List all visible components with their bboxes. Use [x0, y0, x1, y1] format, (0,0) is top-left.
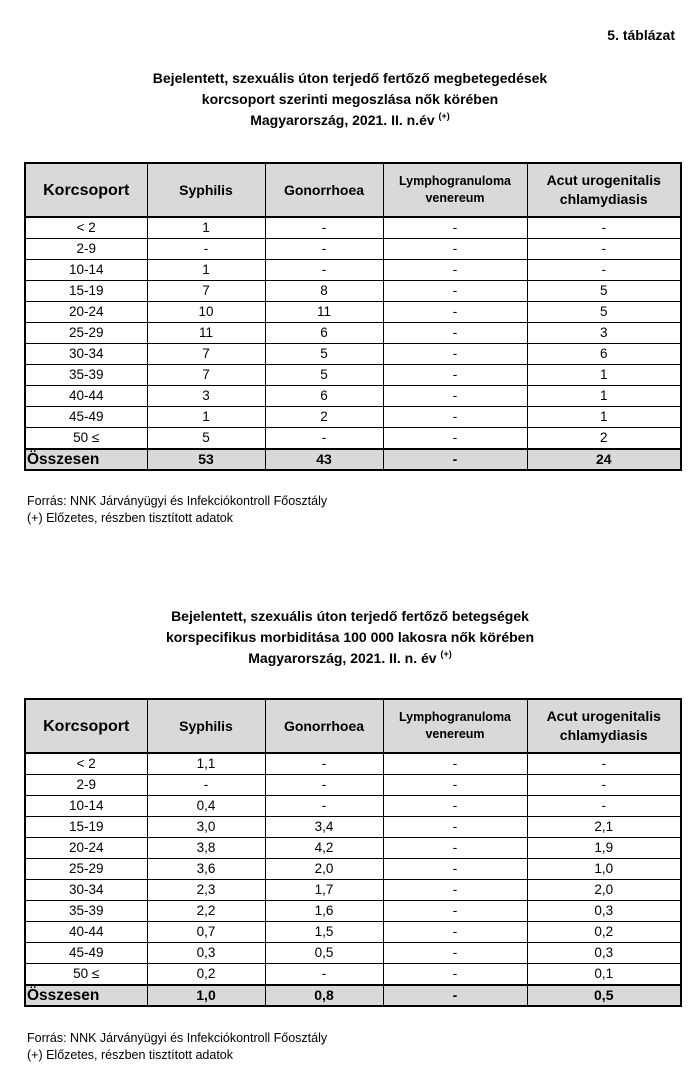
table-row — [25, 281, 681, 302]
table1-total-gonorrhoea: 43 — [265, 449, 383, 470]
cell-lymphogranuloma: - — [383, 386, 527, 407]
cell-syphilis: 0,4 — [147, 796, 265, 817]
table1-notes — [27, 493, 327, 527]
cell-lymphogranuloma: - — [383, 964, 527, 986]
table-row — [25, 323, 681, 344]
table-row — [25, 838, 681, 859]
cell-syphilis: 1 — [147, 407, 265, 428]
cell-korcsoport: 45-49 — [25, 407, 147, 428]
table2-header-row — [25, 699, 681, 753]
table1-title-line-1: Bejelentett, szexuális úton terjedő fertőző megbetegedések — [152, 70, 548, 86]
table1-total-lymphogranuloma: - — [383, 449, 527, 470]
table1-title — [0, 68, 700, 131]
cell-gonorrhoea: 5 — [265, 344, 383, 365]
cell-korcsoport: 25-29 — [25, 859, 147, 880]
cell-syphilis: 7 — [147, 344, 265, 365]
cell-lymphogranuloma: - — [383, 344, 527, 365]
cell-korcsoport: 10-14 — [25, 260, 147, 281]
cell-chlamydiasis: - — [527, 753, 681, 775]
table2-title — [0, 606, 700, 669]
cell-syphilis: - — [147, 775, 265, 796]
cell-lymphogranuloma: - — [383, 817, 527, 838]
cell-gonorrhoea: 6 — [265, 386, 383, 407]
table2-header-chlamydiasis: Acut urogenitalis chlamydiasis — [527, 699, 681, 753]
cell-lymphogranuloma: - — [383, 302, 527, 323]
cell-lymphogranuloma: - — [383, 281, 527, 302]
cell-gonorrhoea: 1,7 — [265, 880, 383, 901]
cell-gonorrhoea: 1,5 — [265, 922, 383, 943]
table2-notes — [27, 1030, 327, 1064]
table-row — [25, 239, 681, 260]
table2-header-korcsoport: Korcsoport — [25, 699, 147, 753]
cell-korcsoport: 30-34 — [25, 880, 147, 901]
cell-gonorrhoea: 2,0 — [265, 859, 383, 880]
table-row — [25, 302, 681, 323]
table1-header-syphilis: Syphilis — [147, 163, 265, 217]
cell-gonorrhoea: 3,4 — [265, 817, 383, 838]
table-row — [25, 964, 681, 986]
cell-korcsoport: < 2 — [25, 217, 147, 239]
table-number: 5. táblázat — [607, 27, 675, 43]
cell-lymphogranuloma: - — [383, 217, 527, 239]
cell-gonorrhoea: 1,6 — [265, 901, 383, 922]
table-row — [25, 753, 681, 775]
cell-syphilis: 10 — [147, 302, 265, 323]
cell-syphilis: 5 — [147, 428, 265, 450]
cell-lymphogranuloma: - — [383, 260, 527, 281]
cell-syphilis: 7 — [147, 281, 265, 302]
table1-header-gonorrhoea: Gonorrhoea — [265, 163, 383, 217]
table-row — [25, 428, 681, 450]
table1-title-line-3: Magyarország, 2021. II. n.év (+) — [250, 111, 450, 128]
cell-chlamydiasis: - — [527, 775, 681, 796]
cell-lymphogranuloma: - — [383, 922, 527, 943]
table1-header-korcsoport: Korcsoport — [25, 163, 147, 217]
cell-gonorrhoea: - — [265, 775, 383, 796]
cell-lymphogranuloma: - — [383, 775, 527, 796]
cell-gonorrhoea: 6 — [265, 323, 383, 344]
table2-total-label: Összesen — [25, 985, 147, 1006]
cell-chlamydiasis: 0,3 — [527, 901, 681, 922]
cell-korcsoport: 2-9 — [25, 775, 147, 796]
table2-total-syphilis: 1,0 — [147, 985, 265, 1006]
cell-korcsoport: 15-19 — [25, 817, 147, 838]
cell-lymphogranuloma: - — [383, 901, 527, 922]
cell-syphilis: 7 — [147, 365, 265, 386]
cell-lymphogranuloma: - — [383, 365, 527, 386]
cell-korcsoport: 2-9 — [25, 239, 147, 260]
cell-chlamydiasis: 5 — [527, 302, 681, 323]
cell-korcsoport: 20-24 — [25, 302, 147, 323]
table1-source: Forrás: NNK Járványügyi és Infekciókontroll Főosztály — [27, 494, 328, 508]
table-row — [25, 817, 681, 838]
cell-syphilis: 1,1 — [147, 753, 265, 775]
cell-chlamydiasis: 5 — [527, 281, 681, 302]
table1-total-syphilis: 53 — [147, 449, 265, 470]
cell-gonorrhoea: 2 — [265, 407, 383, 428]
table-row — [25, 796, 681, 817]
table2-header-syphilis: Syphilis — [147, 699, 265, 753]
table-row — [25, 943, 681, 964]
table2-title-line-2: korspecifikus morbiditása 100 000 lakosra nők körében — [165, 629, 535, 645]
cell-korcsoport: 30-34 — [25, 344, 147, 365]
cell-lymphogranuloma: - — [383, 796, 527, 817]
cell-lymphogranuloma: - — [383, 859, 527, 880]
cell-gonorrhoea: - — [265, 217, 383, 239]
table-row — [25, 775, 681, 796]
table-row — [25, 217, 681, 239]
table1-title-line-2: korcsoport szerinti megoszlása nők körében — [201, 91, 499, 107]
table1-title-marker: (+) — [438, 111, 450, 121]
cell-chlamydiasis: 3 — [527, 323, 681, 344]
cell-gonorrhoea: 5 — [265, 365, 383, 386]
cell-chlamydiasis: 6 — [527, 344, 681, 365]
table2-source: Forrás: NNK Járványügyi és Infekciókontroll Főosztály — [27, 1031, 328, 1045]
table-row — [25, 344, 681, 365]
table1-header-row — [25, 163, 681, 217]
cell-korcsoport: 35-39 — [25, 901, 147, 922]
cell-syphilis: 2,2 — [147, 901, 265, 922]
table2-title-line-3: Magyarország, 2021. II. n. év (+) — [248, 649, 452, 666]
cell-chlamydiasis: 0,1 — [527, 964, 681, 986]
table2-title-marker: (+) — [440, 649, 452, 659]
cell-korcsoport: < 2 — [25, 753, 147, 775]
table2 — [24, 698, 682, 1007]
cell-syphilis: 3,6 — [147, 859, 265, 880]
cell-chlamydiasis: - — [527, 239, 681, 260]
table2-body — [25, 753, 681, 985]
table2-total-lymphogranuloma: - — [383, 985, 527, 1006]
table-row — [25, 901, 681, 922]
table-row — [25, 880, 681, 901]
cell-chlamydiasis: 1 — [527, 407, 681, 428]
cell-gonorrhoea: 8 — [265, 281, 383, 302]
cell-chlamydiasis: 2 — [527, 428, 681, 450]
table-row — [25, 386, 681, 407]
cell-chlamydiasis: 2,1 — [527, 817, 681, 838]
cell-chlamydiasis: - — [527, 796, 681, 817]
cell-lymphogranuloma: - — [383, 407, 527, 428]
cell-gonorrhoea: 11 — [265, 302, 383, 323]
table2-header-gonorrhoea: Gonorrhoea — [265, 699, 383, 753]
cell-gonorrhoea: 0,5 — [265, 943, 383, 964]
cell-chlamydiasis: 0,3 — [527, 943, 681, 964]
cell-syphilis: 0,3 — [147, 943, 265, 964]
cell-korcsoport: 10-14 — [25, 796, 147, 817]
table1-body — [25, 217, 681, 449]
table-row — [25, 365, 681, 386]
table1-note: (+) Előzetes, részben tisztított adatok — [27, 511, 233, 525]
table2-note: (+) Előzetes, részben tisztított adatok — [27, 1048, 233, 1062]
cell-syphilis: 3,0 — [147, 817, 265, 838]
cell-lymphogranuloma: - — [383, 323, 527, 344]
cell-korcsoport: 50 ≤ — [25, 428, 147, 450]
cell-korcsoport: 50 ≤ — [25, 964, 147, 986]
table1-total-row — [25, 449, 681, 470]
cell-syphilis: 11 — [147, 323, 265, 344]
cell-chlamydiasis: - — [527, 260, 681, 281]
cell-korcsoport: 40-44 — [25, 922, 147, 943]
cell-chlamydiasis: 1 — [527, 386, 681, 407]
cell-chlamydiasis: - — [527, 217, 681, 239]
cell-korcsoport: 45-49 — [25, 943, 147, 964]
cell-chlamydiasis: 1,9 — [527, 838, 681, 859]
table2-header-lymphogranuloma: Lymphogranuloma venereum — [383, 699, 527, 753]
cell-gonorrhoea: - — [265, 239, 383, 260]
cell-korcsoport: 40-44 — [25, 386, 147, 407]
table1-header-chlamydiasis: Acut urogenitalis chlamydiasis — [527, 163, 681, 217]
table1-total-chlamydiasis: 24 — [527, 449, 681, 470]
table2-total-chlamydiasis: 0,5 — [527, 985, 681, 1006]
cell-korcsoport: 15-19 — [25, 281, 147, 302]
cell-lymphogranuloma: - — [383, 943, 527, 964]
cell-gonorrhoea: - — [265, 796, 383, 817]
cell-syphilis: 3 — [147, 386, 265, 407]
table-row — [25, 859, 681, 880]
cell-gonorrhoea: - — [265, 428, 383, 450]
table-row — [25, 407, 681, 428]
cell-lymphogranuloma: - — [383, 428, 527, 450]
table2-title-line-1: Bejelentett, szexuális úton terjedő fertőző betegségek — [171, 608, 529, 624]
cell-syphilis: 1 — [147, 217, 265, 239]
cell-chlamydiasis: 1,0 — [527, 859, 681, 880]
cell-korcsoport: 25-29 — [25, 323, 147, 344]
cell-gonorrhoea: - — [265, 964, 383, 986]
cell-syphilis: - — [147, 239, 265, 260]
cell-lymphogranuloma: - — [383, 880, 527, 901]
cell-syphilis: 0,2 — [147, 964, 265, 986]
table1-total-label: Összesen — [25, 449, 147, 470]
cell-syphilis: 3,8 — [147, 838, 265, 859]
table-row — [25, 260, 681, 281]
table1-header-lymphogranuloma: Lymphogranuloma venereum — [383, 163, 527, 217]
cell-gonorrhoea: - — [265, 260, 383, 281]
table1 — [24, 162, 682, 471]
table2-total-gonorrhoea: 0,8 — [265, 985, 383, 1006]
cell-lymphogranuloma: - — [383, 239, 527, 260]
cell-syphilis: 0,7 — [147, 922, 265, 943]
cell-syphilis: 2,3 — [147, 880, 265, 901]
table2-total-row — [25, 985, 681, 1006]
cell-lymphogranuloma: - — [383, 753, 527, 775]
cell-korcsoport: 20-24 — [25, 838, 147, 859]
table-row — [25, 922, 681, 943]
cell-gonorrhoea: 4,2 — [265, 838, 383, 859]
cell-syphilis: 1 — [147, 260, 265, 281]
cell-gonorrhoea: - — [265, 753, 383, 775]
cell-lymphogranuloma: - — [383, 838, 527, 859]
cell-korcsoport: 35-39 — [25, 365, 147, 386]
cell-chlamydiasis: 0,2 — [527, 922, 681, 943]
cell-chlamydiasis: 1 — [527, 365, 681, 386]
cell-chlamydiasis: 2,0 — [527, 880, 681, 901]
